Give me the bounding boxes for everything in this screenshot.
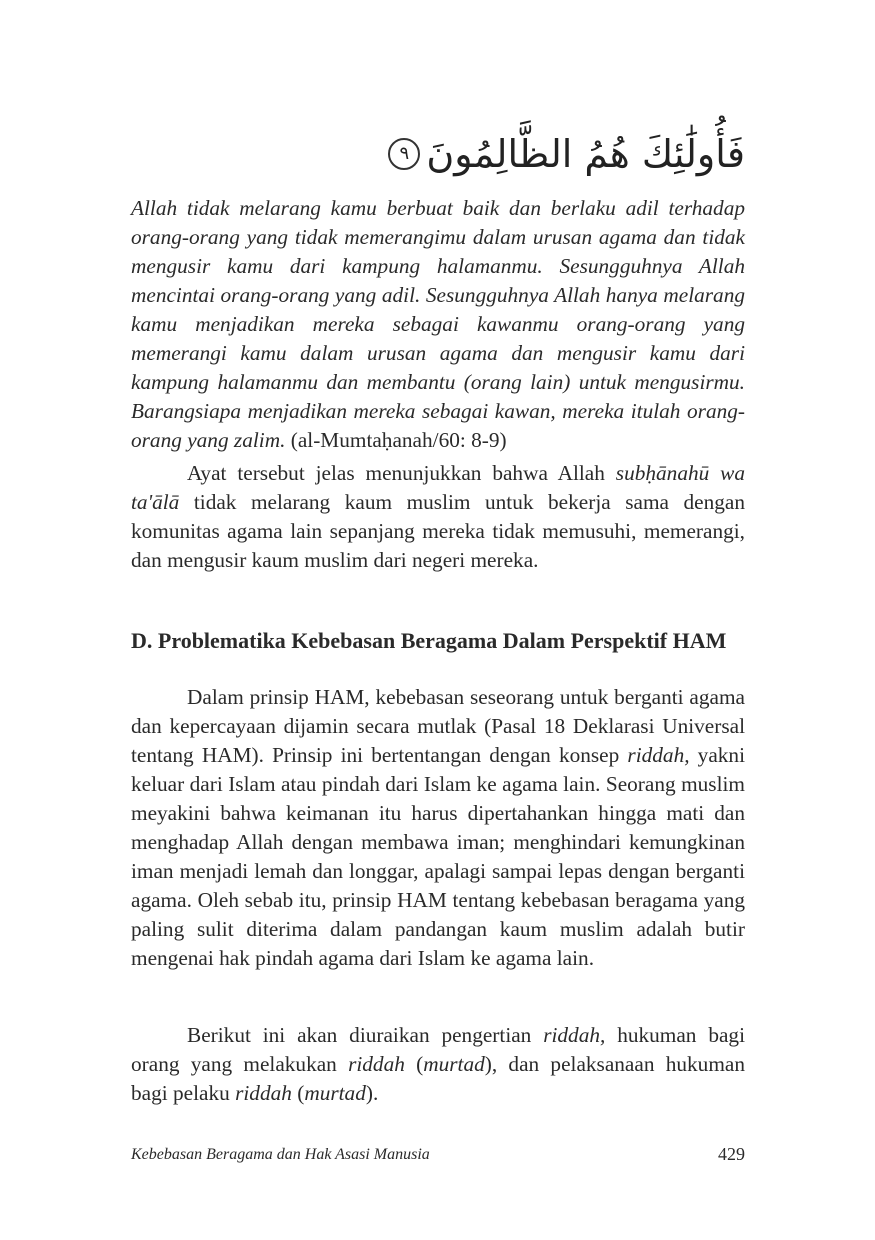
italic-term: riddah [348, 1052, 405, 1076]
arabic-verse [388, 128, 745, 180]
italic-term: riddah [235, 1081, 292, 1105]
paragraph-3-text: Berikut ini akan diuraikan pengertian [187, 1023, 544, 1047]
quote-translation [131, 194, 745, 455]
italic-term: subḥānahū wa ta'ālā [131, 461, 746, 514]
paragraph-3-text: ). [365, 1081, 379, 1105]
page-number: 429 [718, 1144, 745, 1164]
paragraph-1 [131, 459, 745, 575]
paragraph-2-text: Dalam prinsip HAM, kebebasan seseorang untuk berganti agama dan kepercayaan dijamin secara mutlak (Pasal 18 Deklarasi Universal tentang HAM). Prinsip ini bertentangan dengan konsep [131, 685, 745, 767]
italic-term: riddah, [543, 1023, 606, 1047]
paragraph-3-text: ( [404, 1052, 424, 1076]
paragraph-3 [131, 1021, 745, 1108]
paragraph-3-text: ), dan pelaksanaan hukuman bagi pelaku [131, 1052, 745, 1105]
ayah-number-marker: ٩ [388, 138, 420, 170]
arabic-verse-text: فَأُولَٰئِكَ هُمُ الظَّالِمُونَ [426, 132, 745, 176]
paragraph-3-text: hukuman bagi orang yang melakukan [131, 1023, 745, 1076]
paragraph-1-text: Ayat tersebut jelas menunjukkan bahwa Allah [187, 461, 616, 485]
quote-text: Allah tidak melarang kamu berbuat baik dan berlaku adil terhadap orang-orang yang tidak memerangimu dalam urusan agama dan tidak mengusir kamu dari kampung halamanmu. Sesungguhnya Allah mencintai orang-orang yang adil. Sesungguhnya Allah hanya melarang kamu menjadikan mereka sebagai kawanmu orang-orang yang memerangi kamu dalam urusan agama dan mengusir kamu dari kampung halamanmu dan membantu (orang lain) untuk mengusirmu. Barangsiapa menjadikan mereka sebagai kawan, mereka itulah orang-orang yang zalim. [131, 196, 745, 452]
paragraph-3-text: ( [291, 1081, 305, 1105]
paragraph-2-text: yakni keluar dari Islam atau pindah dari Islam ke agama lain. Seorang muslim meyakini bahwa keimanan itu harus dipertahankan hingga mati dan menghadap Allah dengan membawa iman; menghindari kemungkinan iman menjadi lemah dan longgar, apalagi sampai lepas dengan berganti agama. Oleh sebab itu, prinsip HAM tentang kebebasan beragama yang paling sulit diterima dalam pandangan kaum muslim adalah butir mengenai hak pindah agama dari Islam ke agama lain. [131, 743, 746, 970]
section-heading: D. Problematika Kebebasan Beragama Dalam Perspektif HAM [131, 628, 727, 653]
italic-term: murtad [304, 1081, 366, 1105]
paragraph-2 [131, 683, 745, 973]
running-footer-title: Kebebasan Beragama dan Hak Asasi Manusia [131, 1146, 430, 1163]
italic-term: murtad [423, 1052, 485, 1076]
italic-term: riddah, [627, 743, 690, 767]
quote-reference: (al-Mumtaḥanah/60: 8-9) [290, 428, 507, 452]
paragraph-1-text: tidak melarang kaum muslim untuk bekerja sama dengan komunitas agama lain sepanjang mereka tidak memusuhi, memerangi, dan mengusir kaum muslim dari negeri mereka. [131, 490, 745, 572]
